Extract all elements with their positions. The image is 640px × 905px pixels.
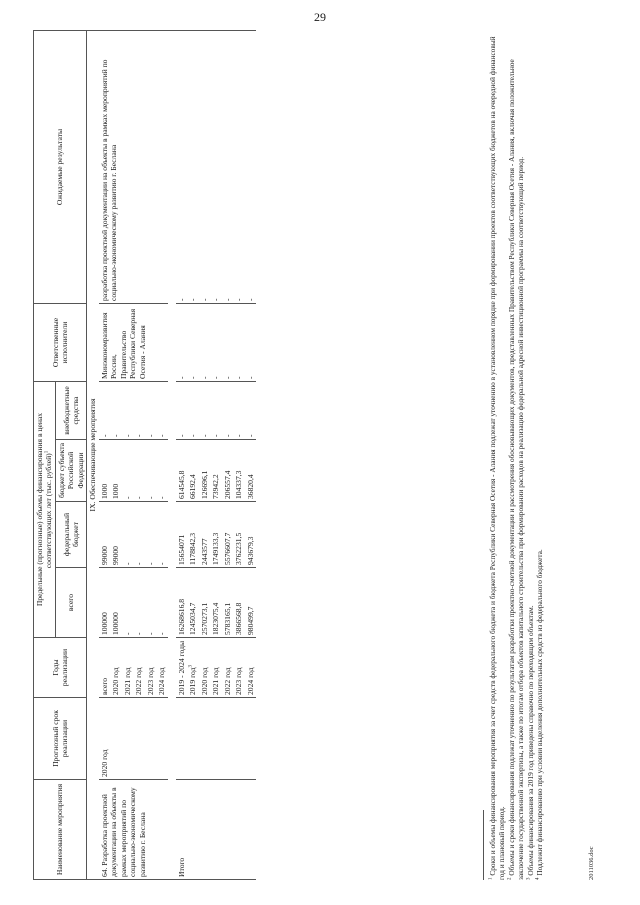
federal-cell: 1749133,3 bbox=[210, 502, 221, 568]
year-cell: 2021 год bbox=[210, 638, 221, 698]
footnote-1 bbox=[488, 30, 507, 880]
year-cell: 2021 год bbox=[122, 638, 133, 698]
executors-cell: - bbox=[199, 304, 210, 382]
regional-cell: 1000 bbox=[99, 440, 110, 502]
executors-cell: - bbox=[222, 304, 233, 382]
extra-cell: - bbox=[199, 382, 210, 440]
col-header-results: Ожидаемые результаты bbox=[34, 31, 87, 304]
header-row bbox=[34, 31, 56, 880]
footnote-text: Сроки и объемы финансирования мероприятия за счет средств федерального бюджета и бюджета Республики Северная Осетия - Алания подлежат уточнению в установленном порядке при формировании проектов соответствующих бюджетов на очередной финансовый год и плановый период. bbox=[488, 36, 507, 880]
col-header-extra: внебюджетные средства bbox=[55, 382, 86, 440]
results-cell: - bbox=[210, 31, 221, 304]
year-cell: 2020 год bbox=[199, 638, 210, 698]
extra-cell: - bbox=[245, 382, 256, 440]
federal-cell: - bbox=[133, 502, 144, 568]
federal-cell: 943679,3 bbox=[245, 502, 256, 568]
results-cell: - bbox=[245, 31, 256, 304]
rotated-page-content bbox=[28, 20, 628, 880]
federal-cell: 3762231,5 bbox=[233, 502, 244, 568]
footnote-4 bbox=[535, 30, 544, 880]
year-cell: 2022 год bbox=[222, 638, 233, 698]
footnotes bbox=[483, 30, 545, 880]
footnote-text: Подлежит финансированию при условии выделения дополнительных средств из федерального бюджета. bbox=[535, 549, 545, 876]
col-header-federal: федеральный бюджет bbox=[55, 502, 86, 568]
year-cell: 2023 год bbox=[233, 638, 244, 698]
total-cell: 980499,7 bbox=[245, 568, 256, 638]
total-cell: 1245034,7 bbox=[187, 568, 198, 638]
extra-cell: - bbox=[233, 382, 244, 440]
federal-cell: 1178842,3 bbox=[187, 502, 198, 568]
results-cell: - bbox=[187, 31, 198, 304]
year-text: 2019 год bbox=[188, 667, 198, 695]
col-header-years: Годы реализации bbox=[34, 638, 87, 698]
total-cell: 3866568,8 bbox=[233, 568, 244, 638]
col-header-funding bbox=[34, 382, 56, 638]
extra-cell: - bbox=[99, 382, 110, 440]
footnote-number: 2 bbox=[507, 877, 513, 880]
item-64-results: разработка проектной документации на объекты в рамках мероприятий по социально-экономическому развитию г. Беслана bbox=[99, 31, 168, 304]
total-cell: 16268616,8 bbox=[176, 568, 187, 638]
extra-cell: - bbox=[122, 382, 133, 440]
regional-cell: - bbox=[122, 440, 133, 502]
executors-cell: - bbox=[187, 304, 198, 382]
federal-cell: 15654071 bbox=[176, 502, 187, 568]
funding-header-text: Предельные (прогнозные) объемы финансирования в ценах соответствующих лет (тыс. рублей) bbox=[35, 412, 54, 607]
federal-cell: - bbox=[145, 502, 156, 568]
regional-cell: 206557,4 bbox=[222, 440, 233, 502]
extra-cell: - bbox=[156, 382, 167, 440]
federal-cell: 99000 bbox=[110, 502, 121, 568]
executors-cell: - bbox=[245, 304, 256, 382]
year-cell: 2022 год bbox=[133, 638, 144, 698]
extra-cell: - bbox=[110, 382, 121, 440]
year-cell bbox=[187, 638, 198, 698]
year-cell: 2024 год bbox=[156, 638, 167, 698]
extra-cell: - bbox=[222, 382, 233, 440]
extra-cell: - bbox=[176, 382, 187, 440]
footnote-text: Объемы финансирования за 2019 год приведены справочно по переходящим объектам. bbox=[525, 605, 535, 876]
total-cell: 100000 bbox=[99, 568, 110, 638]
year-cell: 2024 год bbox=[245, 638, 256, 698]
col-header-term: Прогнозный срок реализации bbox=[34, 698, 87, 780]
funding-table bbox=[33, 30, 256, 880]
footnote-text: Объемы и сроки финансирования подлежат уточнению по результатам разработки проектно-сметной документации и рассмотрения обосновывающих документов, представленных Правительством Республики Северная Осетия - Алания, включая положительное заключение государственной экспертизы, а также по итогам отбора объектов капитального строительства при формировании расходов на реализацию федеральной адресной инвестиционной программы на соответствующий период. bbox=[506, 59, 526, 880]
footnote-number: 3 bbox=[526, 877, 532, 880]
total-name: Итого bbox=[176, 780, 256, 880]
year-cell: 2020 год bbox=[110, 638, 121, 698]
footnote-2 bbox=[507, 30, 526, 880]
year-cell: 2019 - 2024 годы bbox=[176, 638, 187, 698]
regional-cell: 36820,4 bbox=[245, 440, 256, 502]
col-header-name: Наименование мероприятия bbox=[34, 780, 87, 880]
regional-cell: 104337,3 bbox=[233, 440, 244, 502]
footnote-divider bbox=[483, 810, 484, 880]
spacer-cell bbox=[168, 31, 176, 880]
regional-cell: 66192,4 bbox=[187, 440, 198, 502]
results-cell: - bbox=[199, 31, 210, 304]
extra-cell: - bbox=[133, 382, 144, 440]
total-cell: 1823075,4 bbox=[210, 568, 221, 638]
federal-cell: 2443577 bbox=[199, 502, 210, 568]
col-header-executors: Ответственные исполнители bbox=[34, 304, 87, 382]
extra-cell: - bbox=[210, 382, 221, 440]
page-number: 29 bbox=[314, 10, 326, 24]
table-row bbox=[176, 31, 187, 880]
col-header-total: всего bbox=[55, 568, 86, 638]
executors-cell: - bbox=[176, 304, 187, 382]
table-row bbox=[99, 31, 110, 880]
total-cell: - bbox=[145, 568, 156, 638]
federal-cell: 99000 bbox=[99, 502, 110, 568]
footnote-3 bbox=[526, 30, 535, 880]
footnote-number: 4 bbox=[536, 877, 541, 880]
executors-cell: - bbox=[233, 304, 244, 382]
total-term bbox=[176, 698, 256, 780]
regional-cell: - bbox=[133, 440, 144, 502]
results-cell: - bbox=[176, 31, 187, 304]
regional-cell: 614545,8 bbox=[176, 440, 187, 502]
regional-cell: 73942,2 bbox=[210, 440, 221, 502]
year-cell: всего bbox=[99, 638, 110, 698]
federal-cell: - bbox=[122, 502, 133, 568]
total-cell: 2570273,1 bbox=[199, 568, 210, 638]
executors-cell: - bbox=[210, 304, 221, 382]
section-row bbox=[87, 31, 99, 880]
item-64-term: 2020 год bbox=[99, 698, 168, 780]
total-cell: - bbox=[156, 568, 167, 638]
regional-cell: 126696,1 bbox=[199, 440, 210, 502]
total-cell: 5783165,1 bbox=[222, 568, 233, 638]
item-64-name: 64. Разработка проектной документации на объекты в рамках мероприятий по социально-экономическому развитию г. Беслана bbox=[99, 780, 168, 880]
total-cell: - bbox=[122, 568, 133, 638]
spacer-row bbox=[168, 31, 176, 880]
year-cell: 2023 год bbox=[145, 638, 156, 698]
footnote-ref-1: 1 bbox=[44, 450, 50, 454]
total-cell: - bbox=[133, 568, 144, 638]
item-64-executors: Минэкономразвития России, Правительство Республики Северная Осетия - Алания bbox=[99, 304, 168, 382]
footnote-ref-3: 3 bbox=[188, 665, 194, 668]
col-header-regional: бюджет субъекта Российской Федерации bbox=[55, 440, 86, 502]
file-name: 2011036.doc bbox=[588, 846, 595, 880]
federal-cell: 5576607,7 bbox=[222, 502, 233, 568]
regional-cell: - bbox=[156, 440, 167, 502]
total-cell: 100000 bbox=[110, 568, 121, 638]
results-cell: - bbox=[222, 31, 233, 304]
federal-cell: - bbox=[156, 502, 167, 568]
extra-cell: - bbox=[145, 382, 156, 440]
regional-cell: 1000 bbox=[110, 440, 121, 502]
footnote-number: 1 bbox=[488, 877, 494, 880]
regional-cell: - bbox=[145, 440, 156, 502]
results-cell: - bbox=[233, 31, 244, 304]
extra-cell: - bbox=[187, 382, 198, 440]
section-title: IX. Обеспечивающие мероприятия bbox=[87, 31, 99, 880]
